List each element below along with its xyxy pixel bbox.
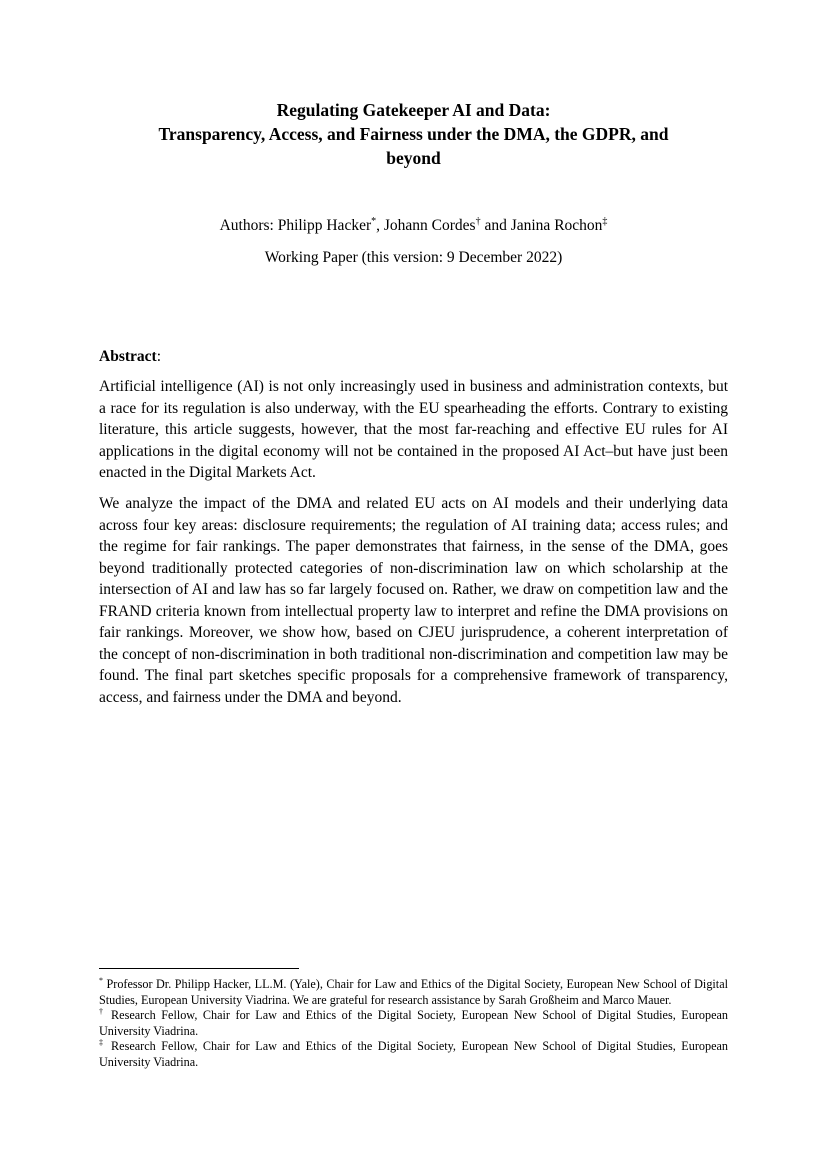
author-name: Janina Rochon xyxy=(510,217,603,234)
footnote xyxy=(99,977,728,1008)
footnote-marker: * xyxy=(99,975,103,985)
author-separator: , xyxy=(376,217,384,234)
author-separator: and xyxy=(480,217,511,234)
footnote-divider xyxy=(99,968,299,969)
author-line xyxy=(99,216,728,236)
footnote xyxy=(99,1008,728,1039)
footnote-marker: * xyxy=(371,215,377,227)
footnote-text: Research Fellow, Chair for Law and Ethics of the Digital Society, European New School of Digital Studies, European University Viadrina. xyxy=(99,1008,728,1038)
footnote-marker: † xyxy=(99,1007,106,1017)
abstract-paragraph-2: We analyze the impact of the DMA and related EU acts on AI models and their underlying data across four key areas: disclosure requirements; the regulation of AI training data; access rules; and the regime for fair rankings. The paper demonstrates that fairness, in the sense of the DMA, goes beyond traditionally protected categories of non-discrimination law on which scholarship at the intersection of AI and law has so far largely focused on. Rather, we draw on competition law and the FRAND criteria known from intellectual property law to interpret and refine the DMA provisions on fair rankings. Moreover, we show how, based on CJEU jurisprudence, a coherent interpretation of the concept of non-discrimination in both traditional non-discrimination and competition law may be found. The final part sketches specific proposals for a comprehensive framework of transparency, access, and fairness under the DMA and beyond. xyxy=(99,495,728,706)
footnote-text: Professor Dr. Philipp Hacker, LL.M. (Yale), Chair for Law and Ethics of the Digital Society, European New School of Digital Studies, European University Viadrina. We are grateful for research assistance by Sarah Großheim and Marco Mauer. xyxy=(99,977,728,1007)
abstract-heading-colon: : xyxy=(156,348,161,365)
paper-title xyxy=(99,98,728,170)
footnote-marker: † xyxy=(475,215,481,227)
footnote xyxy=(99,1039,728,1070)
working-paper-note: Working Paper (this version: 9 December 2022) xyxy=(264,249,563,266)
title-line-1: Regulating Gatekeeper AI and Data: xyxy=(276,100,551,120)
abstract-heading-label: Abstract xyxy=(99,348,157,365)
title-line-3: beyond xyxy=(386,148,441,168)
abstract-heading xyxy=(99,347,161,367)
footnote-marker: ‡ xyxy=(99,1038,106,1048)
author-name: Philipp Hacker xyxy=(277,217,372,234)
authors-prefix: Authors: xyxy=(219,217,278,234)
title-line-2: Transparency, Access, and Fairness under the DMA, the GDPR, and xyxy=(158,124,669,144)
abstract-paragraph-1: Artificial intelligence (AI) is not only increasingly used in business and administration contexts, but a race for its regulation is also underway, with the EU spearheading the efforts. Contrary to existing literature, this article suggests, however, that the most far-reaching and effective EU rules for AI applications in the digital economy will not be contained in the proposed AI Act–but have just been enacted in the Digital Markets Act. xyxy=(99,378,728,481)
author-name: Johann Cordes xyxy=(383,217,476,234)
footnotes xyxy=(99,977,728,1071)
footnote-marker: ‡ xyxy=(602,215,608,227)
footnote-text: Research Fellow, Chair for Law and Ethics of the Digital Society, European New School of Digital Studies, European University Viadrina. xyxy=(99,1039,728,1069)
